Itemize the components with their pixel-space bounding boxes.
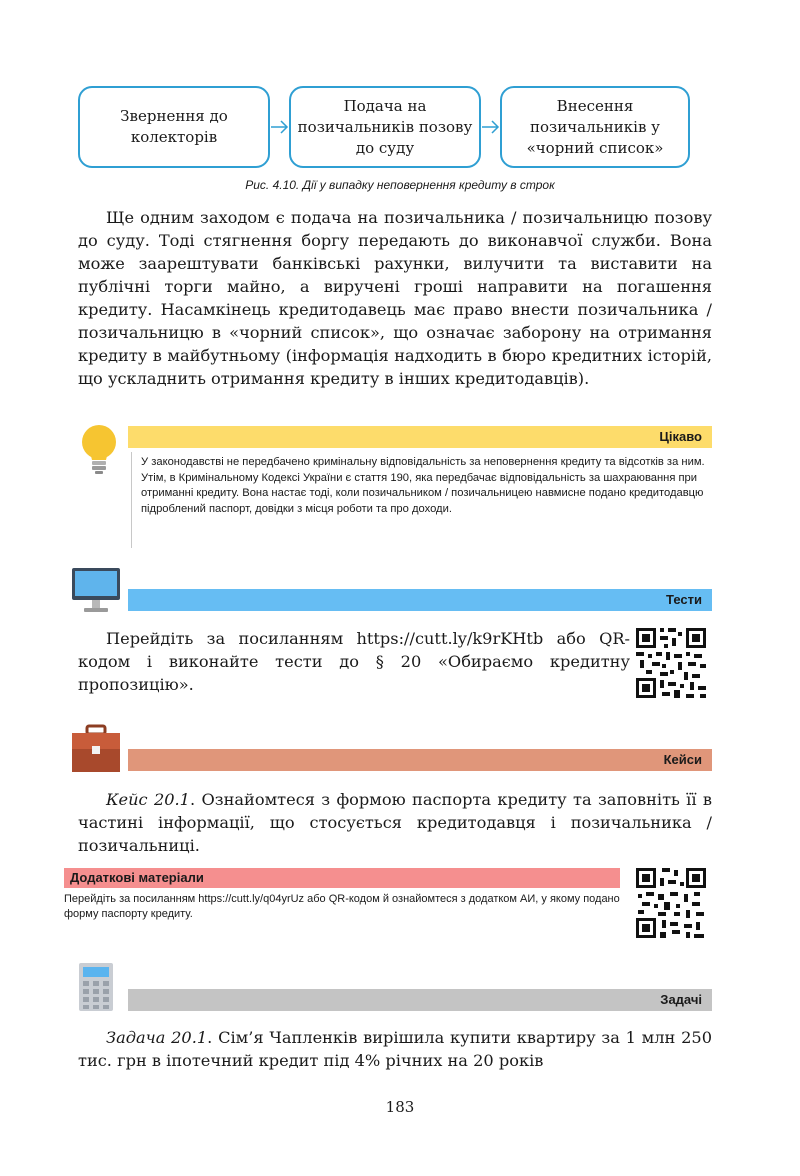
tests-text: Перейдіть за посиланням https://cutt.ly/k9rKHtb або QR-кодом і виконайте тести до § 20 «Обираємо кредитну пропозицію». [78, 629, 630, 694]
lightbulb-icon [80, 424, 118, 476]
flow-box-lawsuit [289, 86, 481, 168]
divider [131, 452, 132, 548]
cases-text-wrap [78, 788, 712, 857]
cases-paragraph [78, 788, 712, 857]
additional-materials-text: Перейдіть за посиланням https://cutt.ly/q04yrUz або QR-кодом й ознайомтеся з додатком АИ, у якому подано форму паспорту кредиту. [64, 893, 620, 920]
tasks-text-wrap [78, 1026, 712, 1072]
flow-box-3-text: Внесення позичальників у «чорний список» [526, 96, 664, 157]
arrow-right-icon [270, 118, 289, 136]
page-number: 183 [385, 1098, 415, 1116]
monitor-icon [70, 566, 122, 614]
tasks-paragraph [78, 1026, 712, 1072]
qr-code-tests[interactable] [634, 626, 708, 700]
arrow-right-icon [481, 118, 500, 136]
interesting-text: У законодавстві не передбачено кримінальну відповідальність за неповернення кредиту та відсотків за ним. Утім, в Кримінальному Кодексі України є стаття 190, яка передбачає відповідальність за шахраювання при отриманні кредиту. Вона настає тоді, коли позичальником / позичальницею навмисне подано кредитодавцю підроблений паспорт, довідки з місця роботи та про доходи. [141, 456, 705, 515]
cases-text: . Ознайомтеся з формою паспорта кредиту та заповніть її в частині інформації, що стосується кредитодавця і позичальника / позичальниці. [78, 790, 712, 855]
additional-materials-header: Додаткові матеріали [64, 868, 620, 888]
flow-box-1-text: Звернення до колекторів [120, 107, 228, 146]
flow-box-collectors [78, 86, 270, 168]
tasks-text: . Сім’я Чапленків вирішила купити квартиру за 1 млн 250 тис. грн в іпотечний кредит під 4% річних на 20 років [78, 1028, 712, 1070]
flow-box-2-text: Подача на позичальників позову до суду [297, 96, 473, 157]
figure-caption: Рис. 4.10. Дії у випадку неповернення кредиту в строк [245, 178, 555, 192]
briefcase-icon [70, 724, 122, 774]
tests-paragraph [78, 627, 630, 696]
qr-code-additional[interactable] [634, 866, 708, 940]
tasks-header: Задачі [128, 989, 712, 1011]
interesting-header: Цікаво [128, 426, 712, 448]
calculator-icon [78, 962, 114, 1012]
tests-header: Тести [128, 589, 712, 611]
task-label: Задача 20.1 [106, 1028, 208, 1047]
flow-diagram [78, 86, 690, 172]
flow-box-blacklist [500, 86, 690, 168]
case-label: Кейс 20.1 [106, 790, 190, 809]
paragraph-text: Ще одним заходом є подача на позичальника / позичальницю позову до суду. Тоді стягнення боргу передають до виконавчої служби. Вона може заарештувати банківські рахунки, вилучити та виставити на публічні торги майно, а виручені гроші направити на погашення кредиту. Насамкінець кредитодавець має право внести позичальника / позичальницю в «чорний список», що означає заборону на отримання кредиту в майбутньому (інформація надходить в бюро кредитних історій, що ускладнить отримання кредиту в інших кредитодавців). [78, 208, 712, 388]
body-paragraph-1 [78, 206, 712, 390]
cases-header: Кейси [128, 749, 712, 771]
